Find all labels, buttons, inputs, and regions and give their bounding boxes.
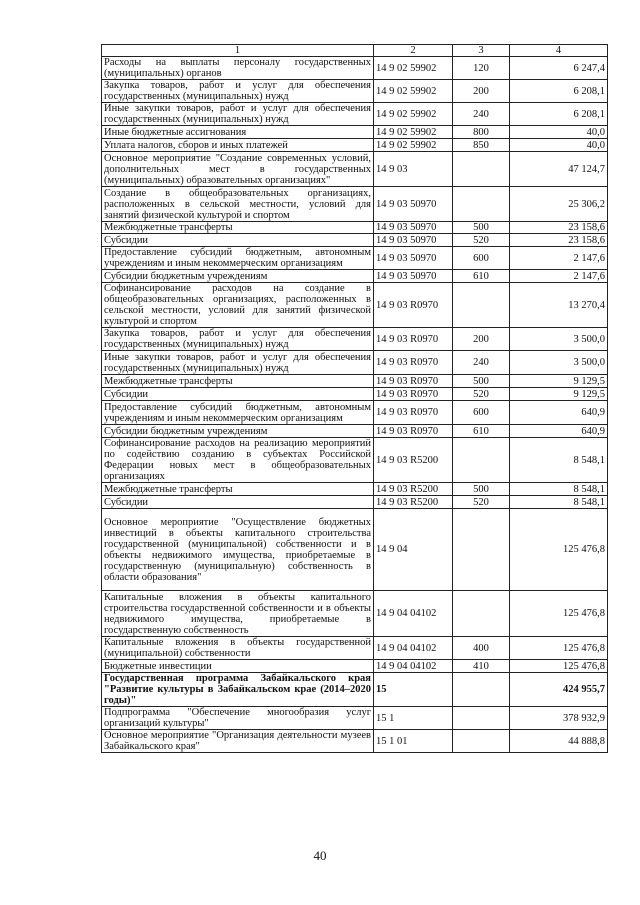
row-name: Основное мероприятие "Создание современных условий, дополнительных мест в государственных (муниципальных) образовательных организациях"	[102, 152, 374, 187]
row-sum: 44 888,8	[510, 730, 608, 753]
table-row	[102, 591, 608, 637]
row-type: 610	[453, 270, 510, 283]
row-type: 500	[453, 483, 510, 496]
table-row	[102, 660, 608, 673]
row-code: 14 9 03 50970	[374, 222, 453, 234]
row-code: 14 9 03 R0970	[374, 351, 453, 375]
row-type: 520	[453, 496, 510, 509]
row-code: 14 9 03 R0970	[374, 283, 453, 328]
row-type	[453, 438, 510, 483]
row-code: 14 9 03 R0970	[374, 328, 453, 351]
row-type: 410	[453, 660, 510, 673]
row-type	[453, 283, 510, 328]
row-sum: 23 158,6	[510, 222, 608, 234]
row-type: 240	[453, 351, 510, 375]
row-code: 15	[374, 673, 453, 707]
row-type: 520	[453, 388, 510, 401]
header-col-sum: 4	[510, 45, 608, 57]
row-sum: 640,9	[510, 425, 608, 438]
row-sum: 9 129,5	[510, 388, 608, 401]
row-sum: 25 306,2	[510, 187, 608, 222]
row-type	[453, 591, 510, 637]
table-row	[102, 707, 608, 730]
row-sum: 9 129,5	[510, 375, 608, 388]
row-code: 14 9 04 04102	[374, 660, 453, 673]
row-type: 500	[453, 222, 510, 234]
row-name: Основное мероприятие "Организация деятельности музеев Забайкальского края"	[102, 730, 374, 753]
table-row	[102, 103, 608, 126]
row-name: Капитальные вложения в объекты капитального строительства государственной собственности и в объекты недвижимого имущества, приобретаемые в государственную собственность	[102, 591, 374, 637]
row-sum: 424 955,7	[510, 673, 608, 707]
row-name: Софинансирование расходов на создание в общеобразовательных организациях, расположенных в сельской местности, условий для занятий физической культурой и спортом	[102, 283, 374, 328]
row-type: 610	[453, 425, 510, 438]
row-name: Предоставление субсидий бюджетным, автономным учреждениям и иным некоммерческим организациям	[102, 401, 374, 425]
row-name: Бюджетные инвестиции	[102, 660, 374, 673]
row-name: Межбюджетные трансферты	[102, 375, 374, 388]
row-code: 14 9 02 59902	[374, 57, 453, 80]
row-sum: 125 476,8	[510, 637, 608, 660]
row-name: Иные бюджетные ассигнования	[102, 126, 374, 139]
row-name: Уплата налогов, сборов и иных платежей	[102, 139, 374, 152]
row-name: Государственная программа Забайкальского края "Развитие культуры в Забайкальском крае (2014–2020 годы)"	[102, 673, 374, 707]
row-type	[453, 707, 510, 730]
row-code: 14 9 02 59902	[374, 80, 453, 103]
row-sum: 8 548,1	[510, 483, 608, 496]
budget-table-body	[102, 45, 608, 753]
table-row	[102, 328, 608, 351]
row-type: 600	[453, 401, 510, 425]
table-row	[102, 388, 608, 401]
row-sum: 125 476,8	[510, 509, 608, 591]
table-row	[102, 509, 608, 591]
row-sum: 40,0	[510, 139, 608, 152]
page-number: 40	[313, 848, 327, 863]
budget-table	[101, 44, 608, 753]
table-row	[102, 222, 608, 234]
row-code: 14 9 04 04102	[374, 591, 453, 637]
table-row	[102, 351, 608, 375]
row-code: 14 9 04 04102	[374, 637, 453, 660]
row-code: 14 9 02 59902	[374, 139, 453, 152]
row-code: 14 9 03 50970	[374, 234, 453, 247]
row-sum: 3 500,0	[510, 351, 608, 375]
row-sum: 6 247,4	[510, 57, 608, 80]
header-col-name: 1	[102, 45, 374, 57]
row-code: 14 9 03 R5200	[374, 496, 453, 509]
row-name: Межбюджетные трансферты	[102, 483, 374, 496]
row-type	[453, 673, 510, 707]
row-type: 240	[453, 103, 510, 126]
row-code: 14 9 03 R0970	[374, 401, 453, 425]
row-name: Закупка товаров, работ и услуг для обеспечения государственных (муниципальных) нужд	[102, 328, 374, 351]
row-code: 14 9 03 R5200	[374, 483, 453, 496]
table-row	[102, 438, 608, 483]
row-type: 600	[453, 247, 510, 270]
row-type	[453, 509, 510, 591]
row-code: 14 9 03 R0970	[374, 388, 453, 401]
table-row	[102, 152, 608, 187]
table-row	[102, 483, 608, 496]
row-sum: 125 476,8	[510, 591, 608, 637]
row-name: Капитальные вложения в объекты государственной (муниципальной) собственности	[102, 637, 374, 660]
row-code: 15 1	[374, 707, 453, 730]
row-name: Субсидии бюджетным учреждениям	[102, 425, 374, 438]
row-name: Субсидии	[102, 388, 374, 401]
row-sum: 125 476,8	[510, 660, 608, 673]
table-row	[102, 637, 608, 660]
row-sum: 40,0	[510, 126, 608, 139]
row-type: 850	[453, 139, 510, 152]
row-sum: 6 208,1	[510, 103, 608, 126]
row-sum: 8 548,1	[510, 438, 608, 483]
row-type: 400	[453, 637, 510, 660]
row-code: 14 9 03 R0970	[374, 375, 453, 388]
row-type: 120	[453, 57, 510, 80]
row-code: 14 9 02 59902	[374, 103, 453, 126]
table-row	[102, 247, 608, 270]
row-type: 520	[453, 234, 510, 247]
row-name: Субсидии	[102, 496, 374, 509]
table-row	[102, 57, 608, 80]
row-sum: 13 270,4	[510, 283, 608, 328]
row-sum: 6 208,1	[510, 80, 608, 103]
row-name: Субсидии бюджетным учреждениям	[102, 270, 374, 283]
table-row	[102, 234, 608, 247]
row-sum: 378 932,9	[510, 707, 608, 730]
table-row	[102, 187, 608, 222]
row-name: Иные закупки товаров, работ и услуг для обеспечения государственных (муниципальных) нужд	[102, 351, 374, 375]
row-name: Софинансирование расходов на реализацию мероприятий по содействию созданию в субъектах Российской Федерации новых мест в общеобразовательных организациях	[102, 438, 374, 483]
row-type: 200	[453, 328, 510, 351]
row-sum: 640,9	[510, 401, 608, 425]
row-type: 800	[453, 126, 510, 139]
row-code: 14 9 02 59902	[374, 126, 453, 139]
row-name: Расходы на выплаты персоналу государственных (муниципальных) органов	[102, 57, 374, 80]
row-type: 200	[453, 80, 510, 103]
row-code: 15 1 01	[374, 730, 453, 753]
row-code: 14 9 03 50970	[374, 270, 453, 283]
row-name: Межбюджетные трансферты	[102, 222, 374, 234]
header-col-type: 3	[453, 45, 510, 57]
row-name: Иные закупки товаров, работ и услуг для обеспечения государственных (муниципальных) нужд	[102, 103, 374, 126]
table-row	[102, 401, 608, 425]
row-sum: 2 147,6	[510, 270, 608, 283]
table-row	[102, 139, 608, 152]
row-code: 14 9 03 50970	[374, 187, 453, 222]
row-code: 14 9 04	[374, 509, 453, 591]
table-row	[102, 496, 608, 509]
row-name: Закупка товаров, работ и услуг для обеспечения государственных (муниципальных) нужд	[102, 80, 374, 103]
table-row	[102, 425, 608, 438]
header-col-code: 2	[374, 45, 453, 57]
table-row	[102, 375, 608, 388]
row-sum: 8 548,1	[510, 496, 608, 509]
table-row	[102, 673, 608, 707]
row-name: Субсидии	[102, 234, 374, 247]
row-type: 500	[453, 375, 510, 388]
table-header-row	[102, 45, 608, 57]
row-name: Предоставление субсидий бюджетным, автономным учреждениям и иным некоммерческим организациям	[102, 247, 374, 270]
row-sum: 2 147,6	[510, 247, 608, 270]
table-row	[102, 80, 608, 103]
table-row	[102, 270, 608, 283]
row-type	[453, 730, 510, 753]
row-sum: 3 500,0	[510, 328, 608, 351]
table-row	[102, 730, 608, 753]
row-name: Подпрограмма "Обеспечение многообразия услуг организаций культуры"	[102, 707, 374, 730]
table-row	[102, 283, 608, 328]
row-type	[453, 152, 510, 187]
row-name: Основное мероприятие "Осуществление бюджетных инвестиций в объекты капитального строительства государственной (муниципальной) собственности и в объекты недвижимого имущества, приобретаемые в государственную (муниципальную) собственность в области образования"	[102, 509, 374, 591]
row-type	[453, 187, 510, 222]
row-code: 14 9 03 R5200	[374, 438, 453, 483]
row-name: Создание в общеобразовательных организациях, расположенных в сельской местности, условий для занятий физической культурой и спортом	[102, 187, 374, 222]
row-sum: 23 158,6	[510, 234, 608, 247]
row-code: 14 9 03 R0970	[374, 425, 453, 438]
table-row	[102, 126, 608, 139]
row-code: 14 9 03 50970	[374, 247, 453, 270]
row-sum: 47 124,7	[510, 152, 608, 187]
row-code: 14 9 03	[374, 152, 453, 187]
